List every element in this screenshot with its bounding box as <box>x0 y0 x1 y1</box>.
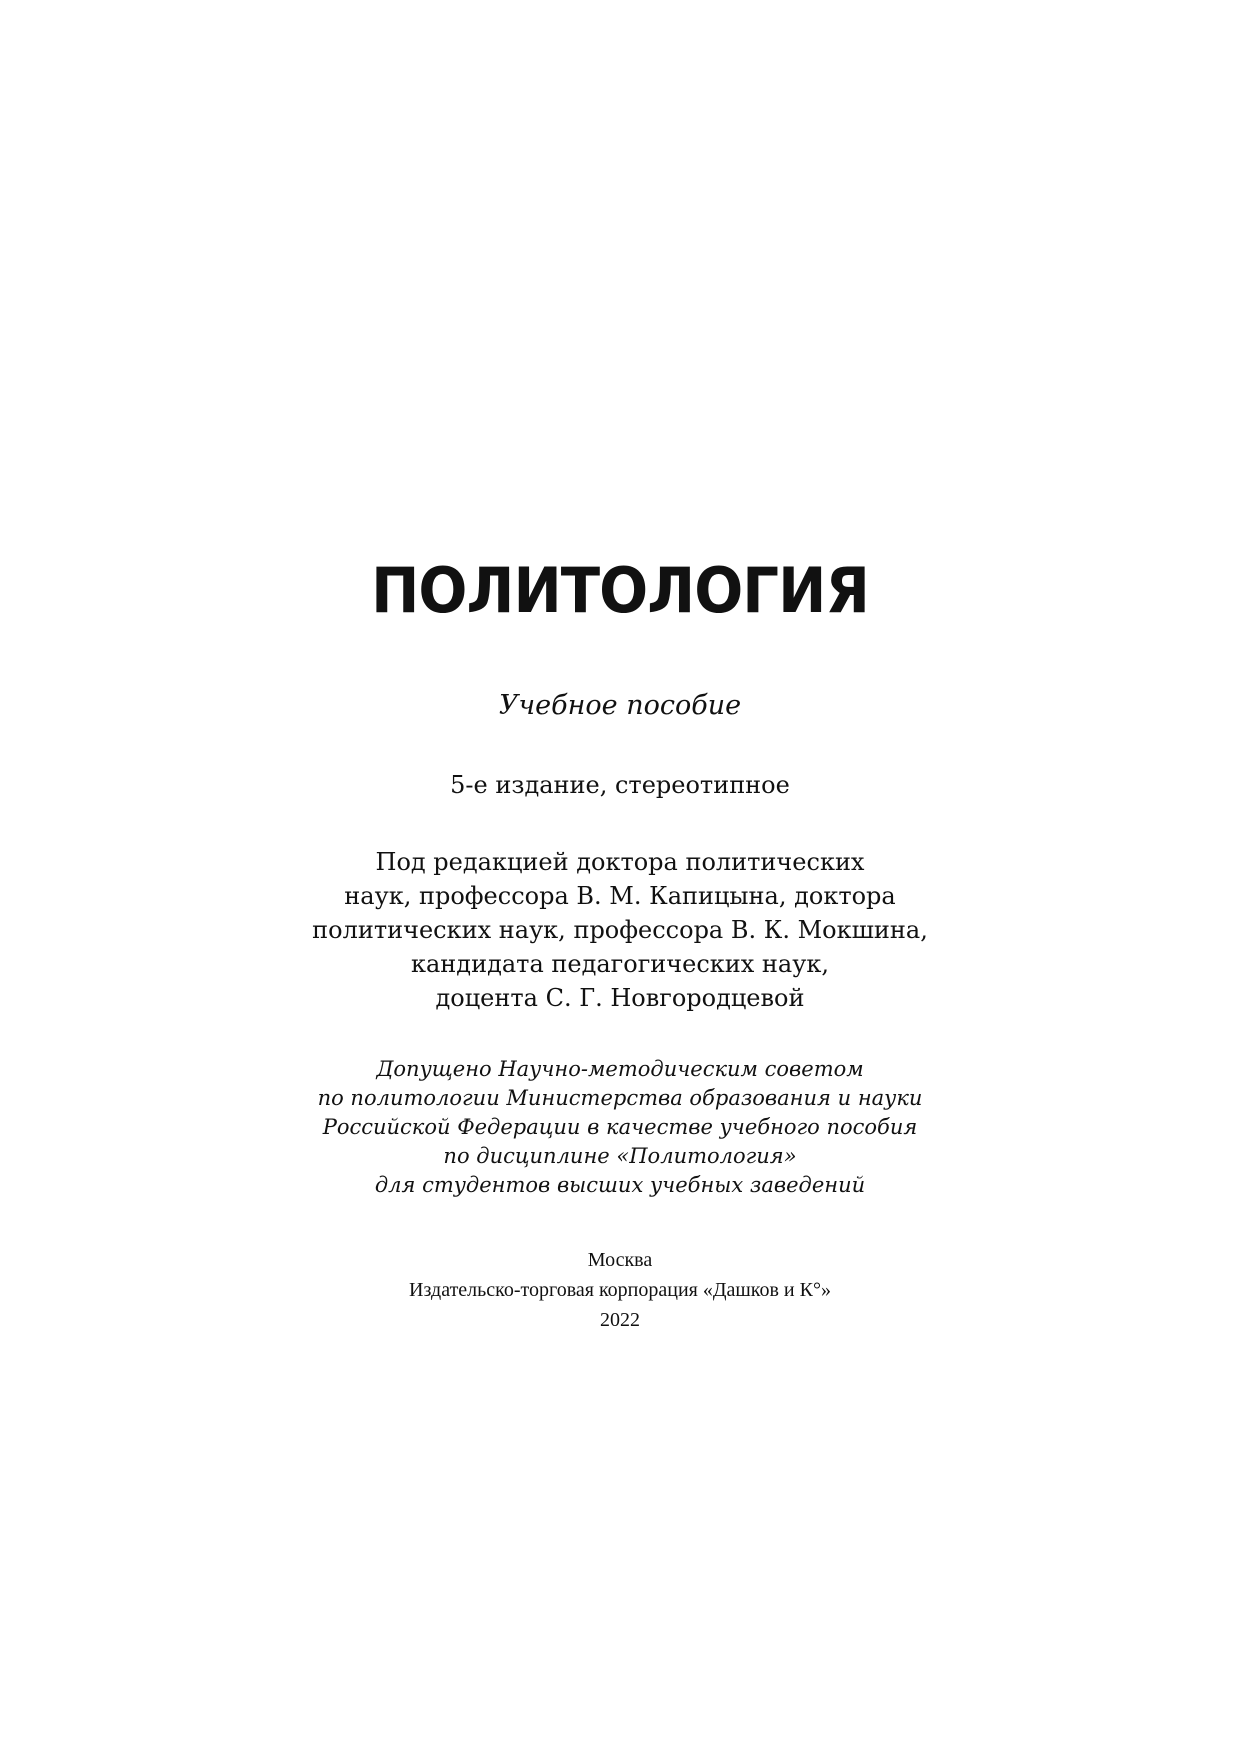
editors-line: Под редакцией доктора политических <box>375 848 865 876</box>
approval-line: по политологии Министерства образования и науки <box>317 1086 923 1110</box>
approval-block <box>0 1055 1240 1200</box>
approval-line: по дисциплине «Политология» <box>443 1144 797 1168</box>
imprint-city: Москва <box>587 1249 653 1271</box>
editors-block <box>0 845 1240 1015</box>
imprint-year: 2022 <box>600 1309 640 1331</box>
approval-line: Допущено Научно-методическим советом <box>376 1057 864 1081</box>
edition-info: 5-е издание, стереотипное <box>450 771 790 799</box>
book-title: ПОЛИТОЛОГИЯ <box>371 554 869 627</box>
book-subtitle: Учебное пособие <box>498 690 742 721</box>
editors-line: наук, профессора В. М. Капицына, доктора <box>344 882 896 910</box>
approval-line: для студентов высших учебных заведений <box>374 1173 866 1197</box>
imprint-block <box>0 1245 1240 1335</box>
approval-line: Российской Федерации в качестве учебного пособия <box>322 1115 918 1139</box>
editors-line: доцента С. Г. Новгородцевой <box>435 984 805 1012</box>
editors-line: кандидата педагогических наук, <box>411 950 829 978</box>
editors-line: политических наук, профессора В. К. Мокшина, <box>312 916 928 944</box>
imprint-publisher: Издательско-торговая корпорация «Дашков и К°» <box>409 1279 831 1301</box>
